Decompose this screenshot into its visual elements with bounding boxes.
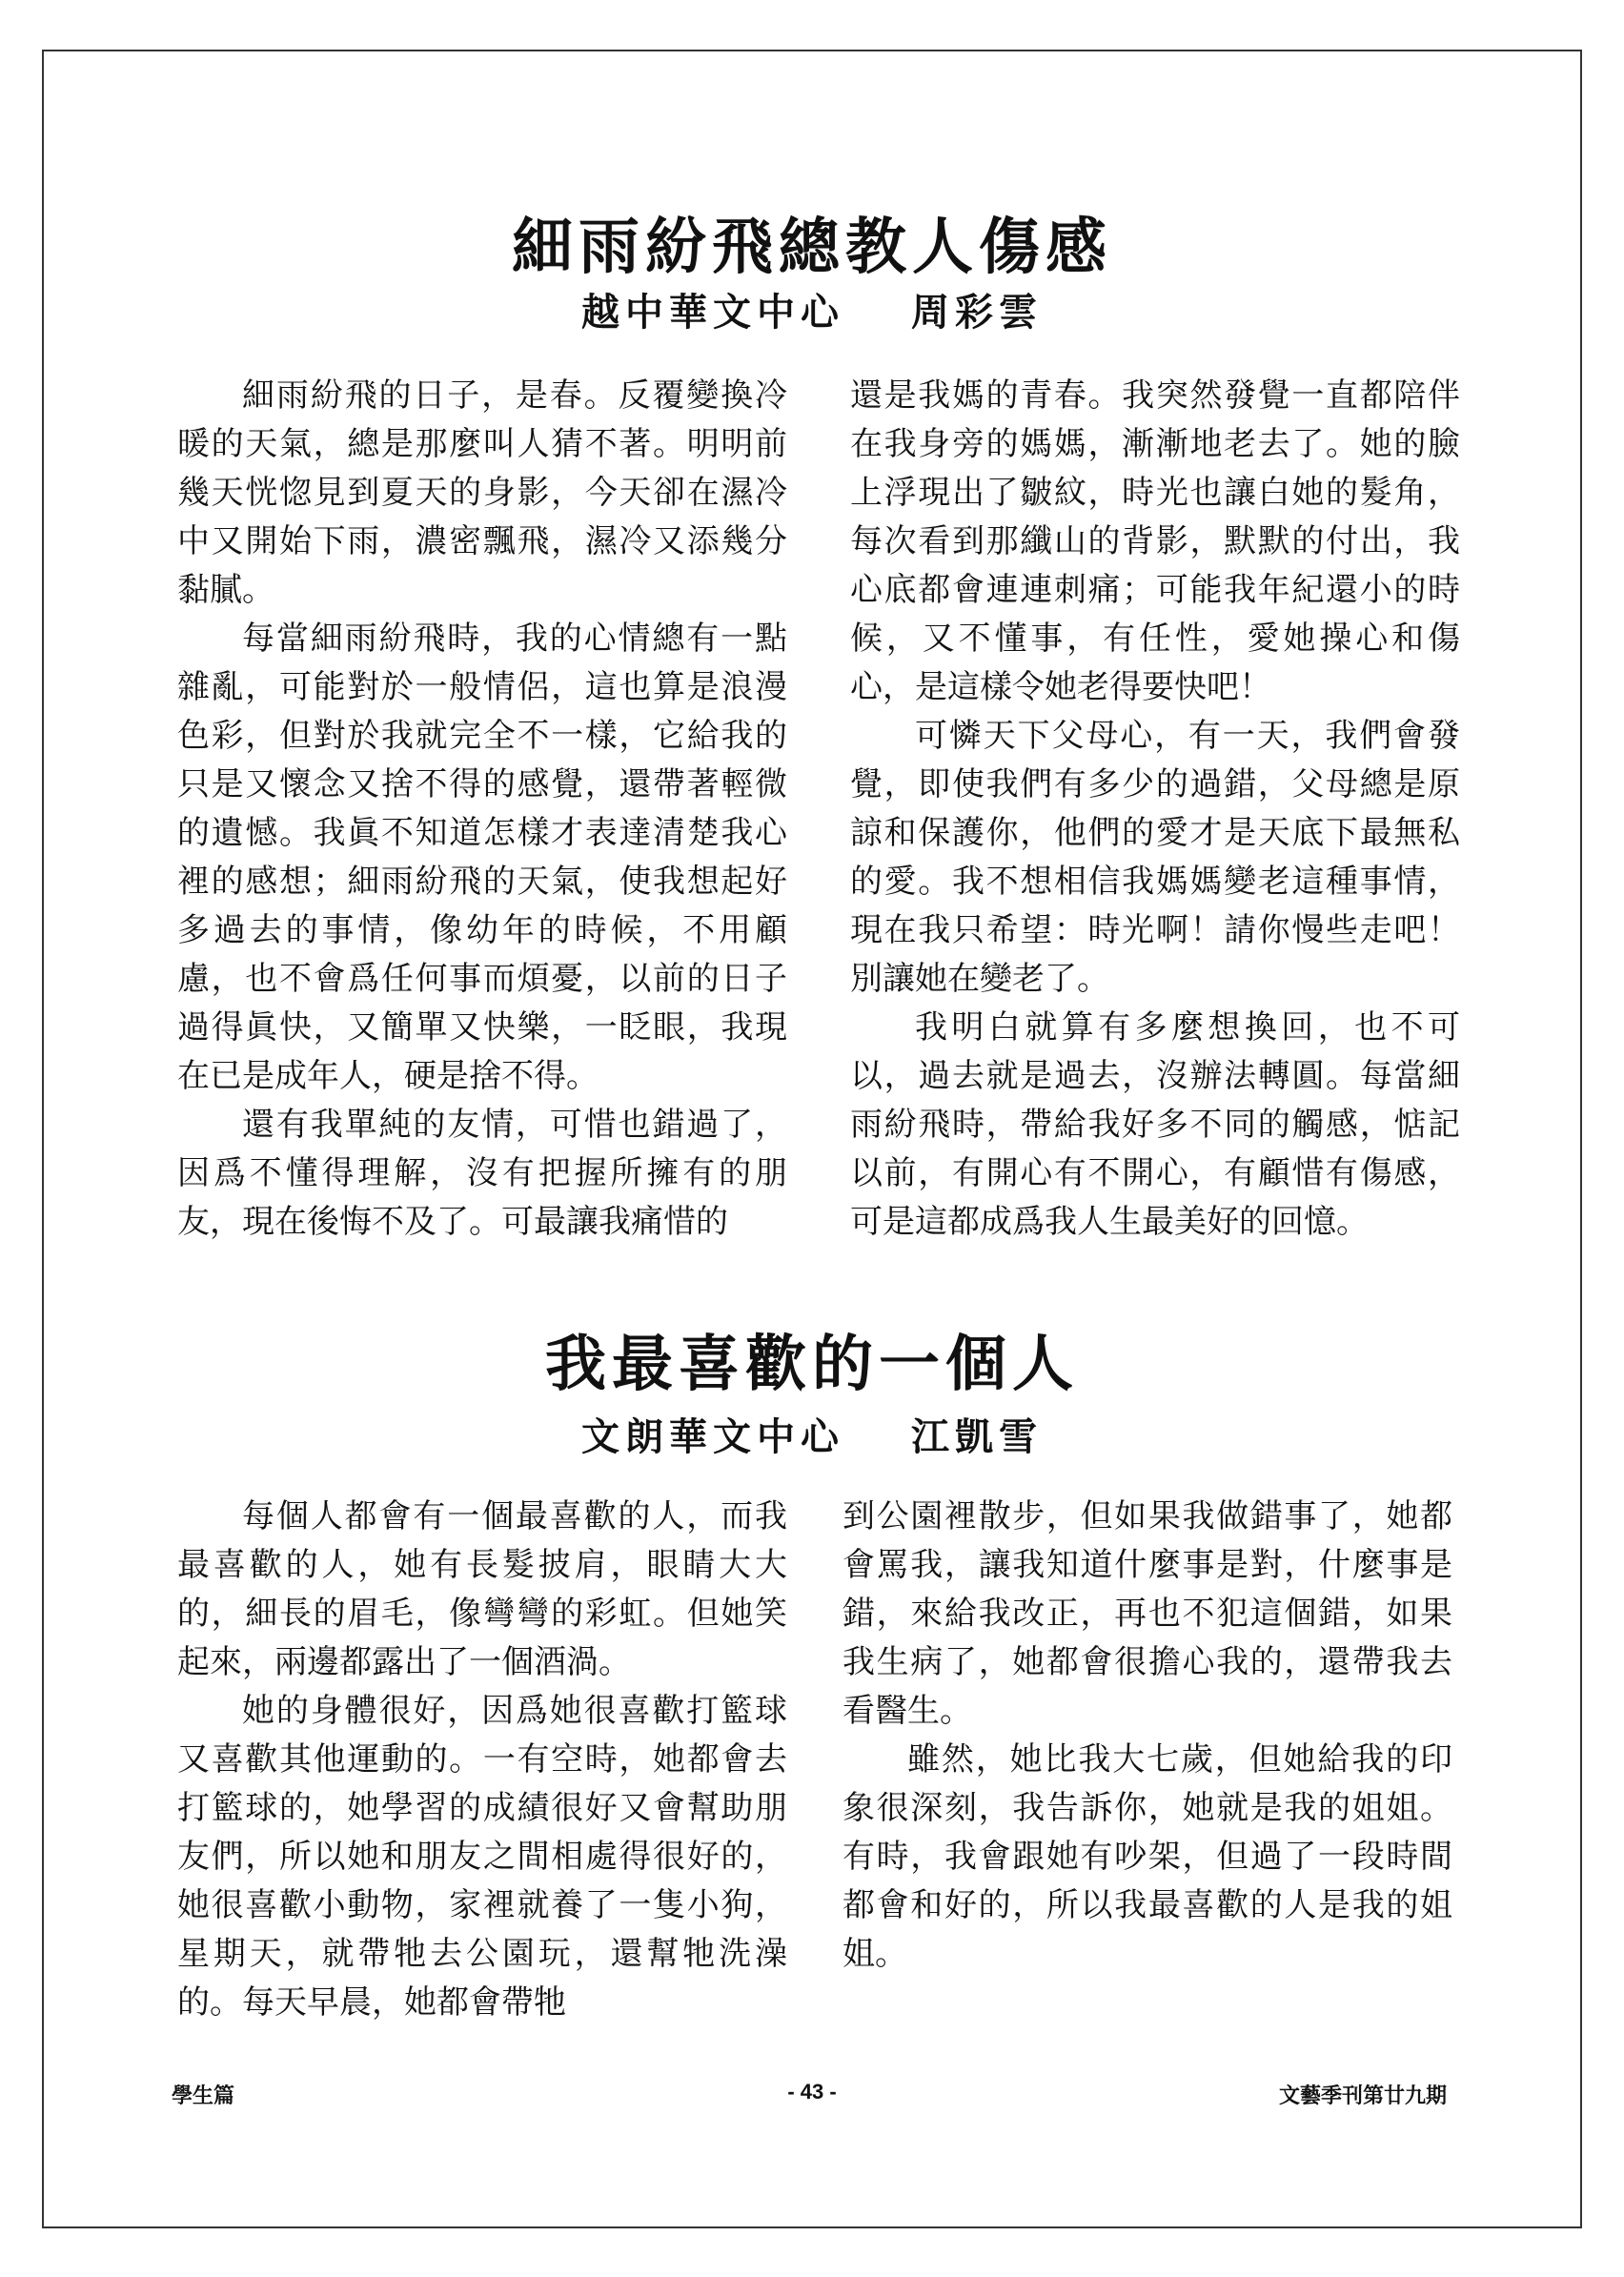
article-1-author-name: 周彩雲 xyxy=(911,290,1043,335)
article-2-right-column xyxy=(842,1493,1452,1979)
paragraph: 她的身體很好，因爲她很喜歡打籃球又喜歡其他運動的。一有空時，她都會去打籃球的，她學習的成績很好又會幫助朋友們，所以她和朋友之間相處得很好的，她很喜歡小動物，家裡就養了一隻小狗，星期天，就帶牠去公園玩，還幫牠洗澡的。每天早晨，她都會帶牠 xyxy=(177,1692,787,2022)
paragraph: 我明白就算有多麼想換回，也不可以，過去就是過去，沒辦法轉圓。每當細雨紛飛時，帶給我好多不同的觸感，惦記以前，有開心有不開心，有顧惜有傷感，可是這都成爲我人生最美好的回憶。 xyxy=(850,1008,1460,1241)
footer-section: 學生篇 xyxy=(172,2084,235,2107)
paragraph: 還有我單純的友情，可惜也錯過了，因爲不懂得理解，沒有把握所擁有的朋友，現在後悔不及了。可最讓我痛惜的 xyxy=(177,1106,787,1241)
article-2-author-name: 江凱雪 xyxy=(911,1414,1043,1459)
paragraph: 到公園裡散步，但如果我做錯事了，她都會罵我，讓我知道什麼事是對，什麼事是錯，來給我改正，再也不犯這個錯，如果我生病了，她都會很擔心我的，還帶我去看醫生。 xyxy=(842,1497,1452,1730)
paragraph: 每當細雨紛飛時，我的心情總有一點雜亂，可能對於一般情侶，這也算是浪漫色彩，但對於我就完全不一樣，它給我的只是又懷念又捨不得的感覺，還帶著輕微的遺憾。我眞不知道怎樣才表達清楚我心裡的感想；細雨紛飛的天氣，使我想起好多過去的事情，像幼年的時候，不用顧慮，也不會爲任何事而煩憂，以前的日子過得眞快，又簡單又快樂，一眨眼，我現在已是成年人，硬是捨不得。 xyxy=(177,620,787,1095)
footer-publication: 文藝季刊第廿九期 xyxy=(1278,2084,1447,2107)
article-1-author xyxy=(0,282,1624,336)
article-2-author xyxy=(0,1407,1624,1461)
article-2-center: 文朗華文中心 xyxy=(581,1414,844,1459)
article-2-left-column xyxy=(177,1493,787,2027)
page-number: - 43 - xyxy=(787,2080,837,2104)
article-1-title: 細雨紛飛總教人傷感 xyxy=(512,212,1112,283)
article-1-right-column xyxy=(850,372,1460,1247)
article-1-center: 越中華文中心 xyxy=(581,290,844,335)
paragraph: 可憐天下父母心，有一天，我們會發覺，即使我們有多少的過錯，父母總是原諒和保護你，他們的愛才是天底下最無私的愛。我不想相信我媽媽變老這種事情，現在我只希望：時光啊！請你慢些走吧！別讓她在變老了。 xyxy=(850,717,1460,998)
article-1-left-column xyxy=(177,372,787,1247)
paragraph: 雖然，她比我大七歲，但她給我的印象很深刻，我告訴你，她就是我的姐姐。有時，我會跟她有吵架，但過了一段時間都會和好的，所以我最喜歡的人是我的姐姐。 xyxy=(842,1740,1452,1973)
paragraph: 每個人都會有一個最喜歡的人，而我最喜歡的人，她有長髮披肩，眼睛大大的，細長的眉毛，像彎彎的彩虹。但她笑起來，兩邊都露出了一個酒渦。 xyxy=(177,1497,787,1681)
article-2-title: 我最喜歡的一個人 xyxy=(545,1329,1079,1400)
paragraph: 還是我媽的青春。我突然發覺一直都陪伴在我身旁的媽媽，漸漸地老去了。她的臉上浮現出了皺紋，時光也讓白她的髮角，每次看到那纖山的背影，默默的付出，我心底都會連連刺痛；可能我年紀還小的時候，又不懂事，有任性，愛她操心和傷心，是這樣令她老得要快吧！ xyxy=(850,376,1460,706)
paragraph: 細雨紛飛的日子，是春。反覆變換冷暖的天氣，總是那麼叫人猜不著。明明前幾天恍惚見到夏天的身影，今天卻在濕冷中又開始下雨，濃密飄飛，濕冷又添幾分黏膩。 xyxy=(177,376,787,609)
